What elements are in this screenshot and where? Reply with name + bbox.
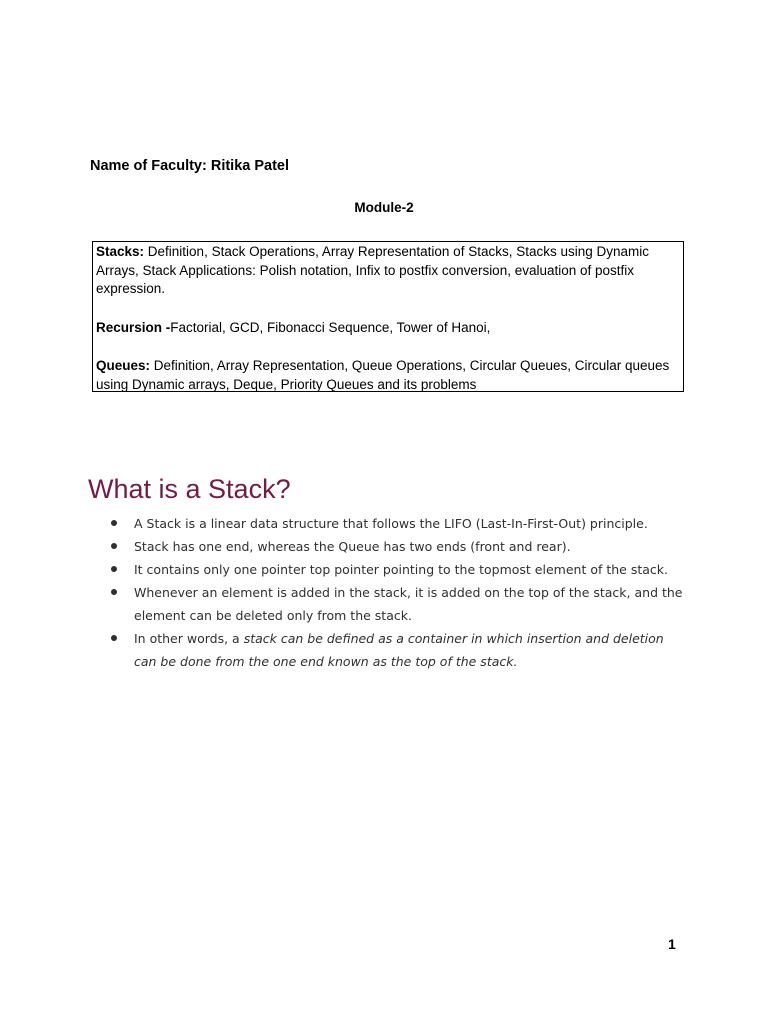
list-item <box>108 627 688 673</box>
list-item-text: It contains only one pointer top pointer pointing to the topmost element of the stack. <box>134 562 668 577</box>
list-item <box>108 512 688 535</box>
module-title: Module-2 <box>354 200 414 215</box>
page-number: 1 <box>668 936 676 952</box>
syllabus-queues-label: Queues: <box>96 358 151 373</box>
syllabus-stacks <box>96 243 680 299</box>
syllabus-queues-text: Definition, Array Representation, Queue Operations, Circular Queues, Circular queues using Dynamic arrays, Deque, Priority Queues and its problems <box>96 358 670 392</box>
syllabus-queues <box>96 357 680 394</box>
list-item <box>108 535 688 558</box>
list-item <box>108 558 688 581</box>
list-item-text: A Stack is a linear data structure that follows the LIFO (Last-In-First-Out) principle. <box>134 516 648 531</box>
faculty-name: Name of Faculty: Ritika Patel <box>90 158 290 174</box>
list-item-text: Stack has one end, whereas the Queue has two ends (front and rear). <box>134 539 571 554</box>
syllabus-recursion-text: Factorial, GCD, Fibonacci Sequence, Tower of Hanoi, <box>170 319 491 335</box>
bullet-icon <box>111 566 117 572</box>
bullet-icon <box>111 589 117 595</box>
syllabus-stacks-label: Stacks: <box>96 244 145 259</box>
syllabus-recursion-label: Recursion - <box>96 319 171 335</box>
syllabus-stacks-text: Definition, Stack Operations, Array Representation of Stacks, Stacks using Dynamic Arrays, Stack Applications: Polish notation, Infix to postfix conversion, evaluation of postfix expression. <box>96 244 650 296</box>
bullet-icon <box>111 635 117 641</box>
list-item <box>108 581 688 627</box>
syllabus-recursion <box>96 319 680 338</box>
list-item-italic: stack can be defined as a container in which insertion and deletion can be done from the one end known as the top of the stack. <box>134 631 664 669</box>
list-item-lead: In other words, a <box>134 631 244 646</box>
list-item-text: Whenever an element is added in the stack, it is added on the top of the stack, and the element can be deleted only from the stack. <box>134 585 683 623</box>
stack-bullet-list <box>108 512 688 673</box>
section-heading: What is a Stack? <box>88 474 291 504</box>
bullet-icon <box>111 543 117 549</box>
syllabus-box <box>92 241 684 392</box>
bullet-icon <box>111 520 117 526</box>
